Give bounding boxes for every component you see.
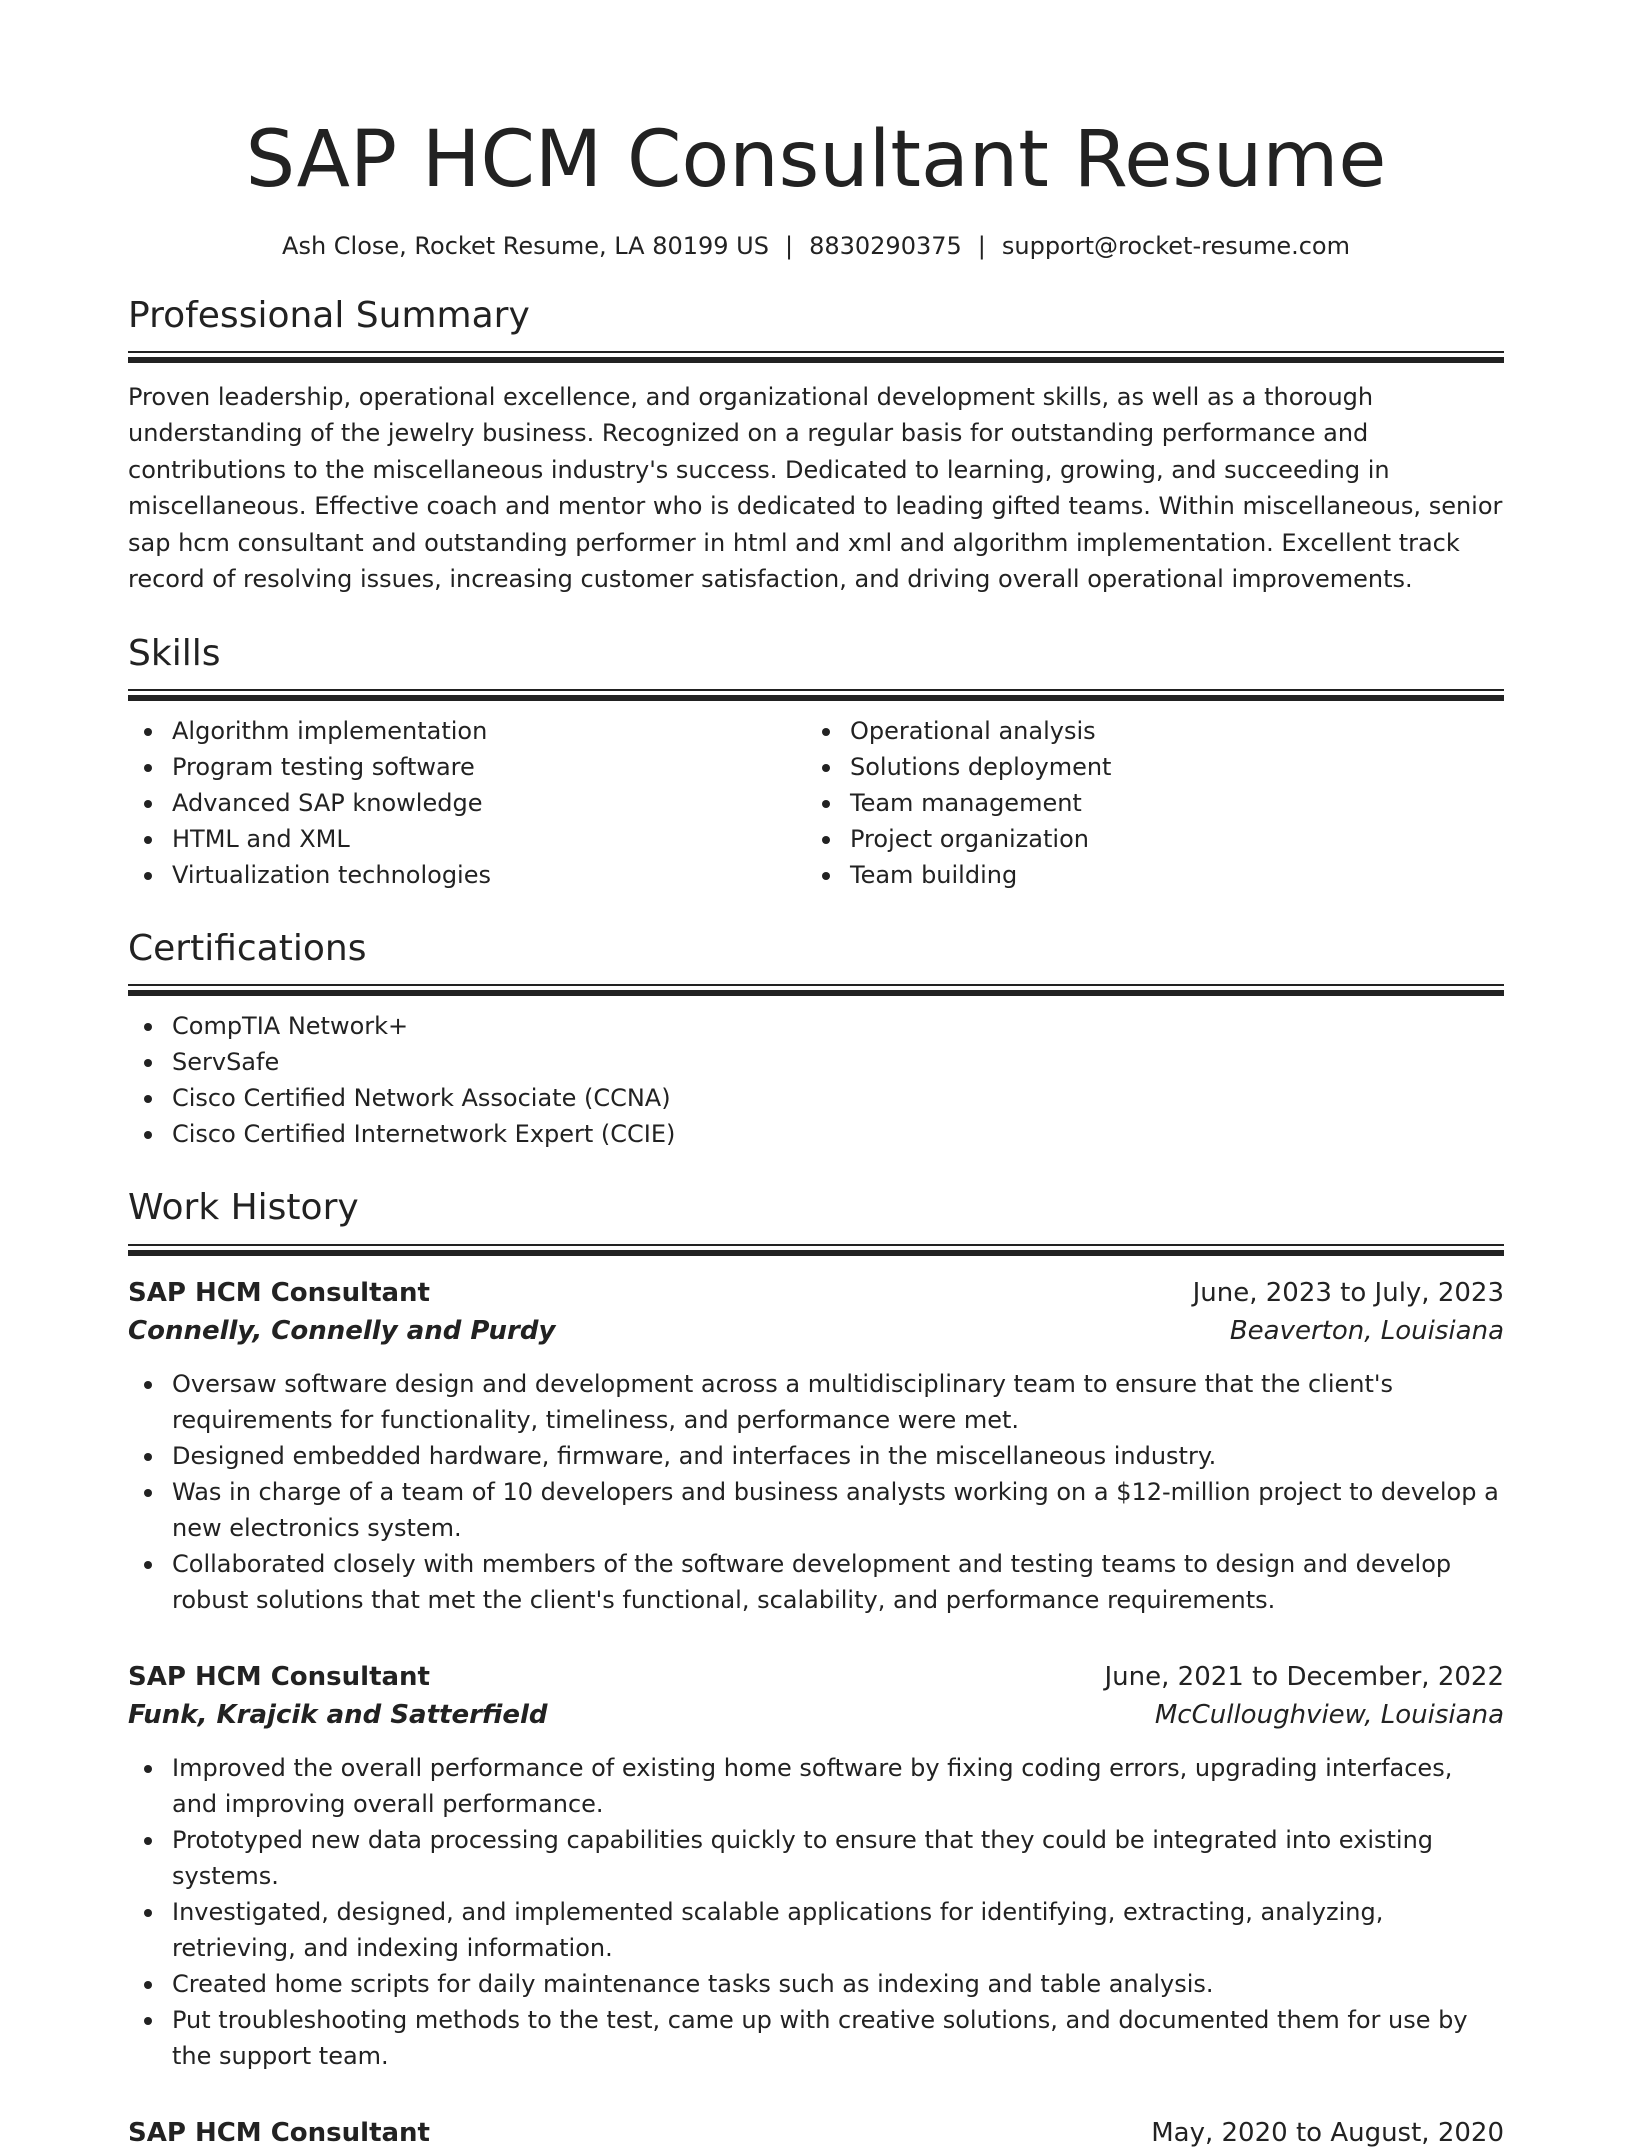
certification-item: ServSafe — [128, 1044, 1504, 1080]
job-bullets — [128, 1366, 1504, 1618]
contact-email[interactable]: support@rocket-resume.com — [1001, 231, 1350, 260]
skills-right-column — [806, 713, 1484, 893]
certifications-section — [128, 927, 1504, 1152]
skill-item: Algorithm implementation — [128, 713, 806, 749]
job-title: SAP HCM Consultant — [128, 1661, 430, 1692]
skills-grid — [128, 713, 1504, 893]
job-entry — [128, 2114, 1504, 2152]
contact-phone: 8830290375 — [809, 231, 962, 260]
work-history-section — [128, 1186, 1504, 2151]
certification-item: Cisco Certified Network Associate (CCNA) — [128, 1080, 1504, 1116]
job-bullet: Created home scripts for daily maintenance tasks such as indexing and table analysis. — [128, 1966, 1504, 2002]
job-dates: May, 2020 to August, 2020 — [1151, 2117, 1504, 2148]
job-company: Connelly, Connelly and Purdy — [128, 1315, 556, 1346]
work-history-heading: Work History — [128, 1187, 359, 1229]
section-divider — [128, 351, 1504, 361]
job-company: Funk, Krajcik and Satterfield — [128, 1699, 548, 1730]
skill-item: Project organization — [806, 821, 1484, 857]
job-dates: June, 2023 to July, 2023 — [1192, 1277, 1504, 1308]
job-location: McCulloughview, Louisiana — [1154, 1699, 1504, 1730]
job-location: Beaverton, Louisiana — [1229, 1315, 1504, 1346]
contact-separator: | — [977, 231, 986, 260]
summary-text: Proven leadership, operational excellence, and organizational development skills, as well as a thorough understanding of the jewelry business. Recognized on a regular basis for outstanding performance and contributions to the miscellaneous industry's success. Dedicated to learning, growing, and succeeding in miscellaneous. Effective coach and mentor who is dedicated to leading gifted teams. Within miscellaneous, senior sap hcm consultant and outstanding performer in html and xml and algorithm implementation. Excellent track record of resolving issues, increasing customer satisfaction, and driving overall operational improvements. — [128, 382, 1503, 594]
job-bullets — [128, 1750, 1504, 2074]
job-bullet: Prototyped new data processing capabilities quickly to ensure that they could be integrated into existing systems. — [128, 1822, 1504, 1894]
job-bullet: Designed embedded hardware, firmware, and interfaces in the miscellaneous industry. — [128, 1438, 1504, 1474]
job-bullet: Was in charge of a team of 10 developers and business analysts working on a $12-million project to develop a new electronics system. — [128, 1474, 1504, 1546]
skills-heading: Skills — [128, 632, 221, 674]
skills-section — [128, 632, 1504, 893]
resume-title: SAP HCM Consultant Resume — [245, 115, 1387, 205]
certifications-list — [128, 1008, 1504, 1152]
summary-section — [128, 294, 1504, 598]
certification-item: CompTIA Network+ — [128, 1008, 1504, 1044]
section-divider — [128, 984, 1504, 994]
section-divider — [128, 689, 1504, 699]
contact-separator: | — [784, 231, 794, 260]
contact-address: Ash Close, Rocket Resume, LA 80199 US — [282, 231, 769, 260]
skill-item: HTML and XML — [128, 821, 806, 857]
job-bullet: Oversaw software design and development across a multidisciplinary team to ensure that the client's requirements for functionality, timeliness, and performance were met. — [128, 1366, 1504, 1438]
job-entry — [128, 1274, 1504, 1618]
certifications-heading: Certifications — [128, 928, 367, 970]
summary-heading: Professional Summary — [128, 294, 530, 336]
job-title: SAP HCM Consultant — [128, 1277, 430, 1308]
skill-item: Solutions deployment — [806, 749, 1484, 785]
job-entry — [128, 1658, 1504, 2074]
job-bullet: Improved the overall performance of existing home software by fixing coding errors, upgrading interfaces, and improving overall performance. — [128, 1750, 1504, 1822]
skill-item: Virtualization technologies — [128, 857, 806, 893]
skill-item: Operational analysis — [806, 713, 1484, 749]
skills-left-column — [128, 713, 806, 893]
section-divider — [128, 1244, 1504, 1254]
skill-item: Program testing software — [128, 749, 806, 785]
resume-page — [128, 115, 1504, 2152]
job-bullet: Collaborated closely with members of the software development and testing teams to design and develop robust solutions that met the client's functional, scalability, and performance requirements. — [128, 1546, 1504, 1618]
job-dates: June, 2021 to December, 2022 — [1104, 1661, 1504, 1692]
skill-item: Team building — [806, 857, 1484, 893]
job-bullet: Put troubleshooting methods to the test, came up with creative solutions, and documented them for use by the support team. — [128, 2002, 1504, 2074]
skill-item: Advanced SAP knowledge — [128, 785, 806, 821]
job-bullet: Investigated, designed, and implemented scalable applications for identifying, extracting, analyzing, retrieving, and indexing information. — [128, 1894, 1504, 1966]
contact-line — [128, 232, 1504, 260]
job-title: SAP HCM Consultant — [128, 2117, 430, 2148]
certification-item: Cisco Certified Internetwork Expert (CCIE) — [128, 1116, 1504, 1152]
skill-item: Team management — [806, 785, 1484, 821]
